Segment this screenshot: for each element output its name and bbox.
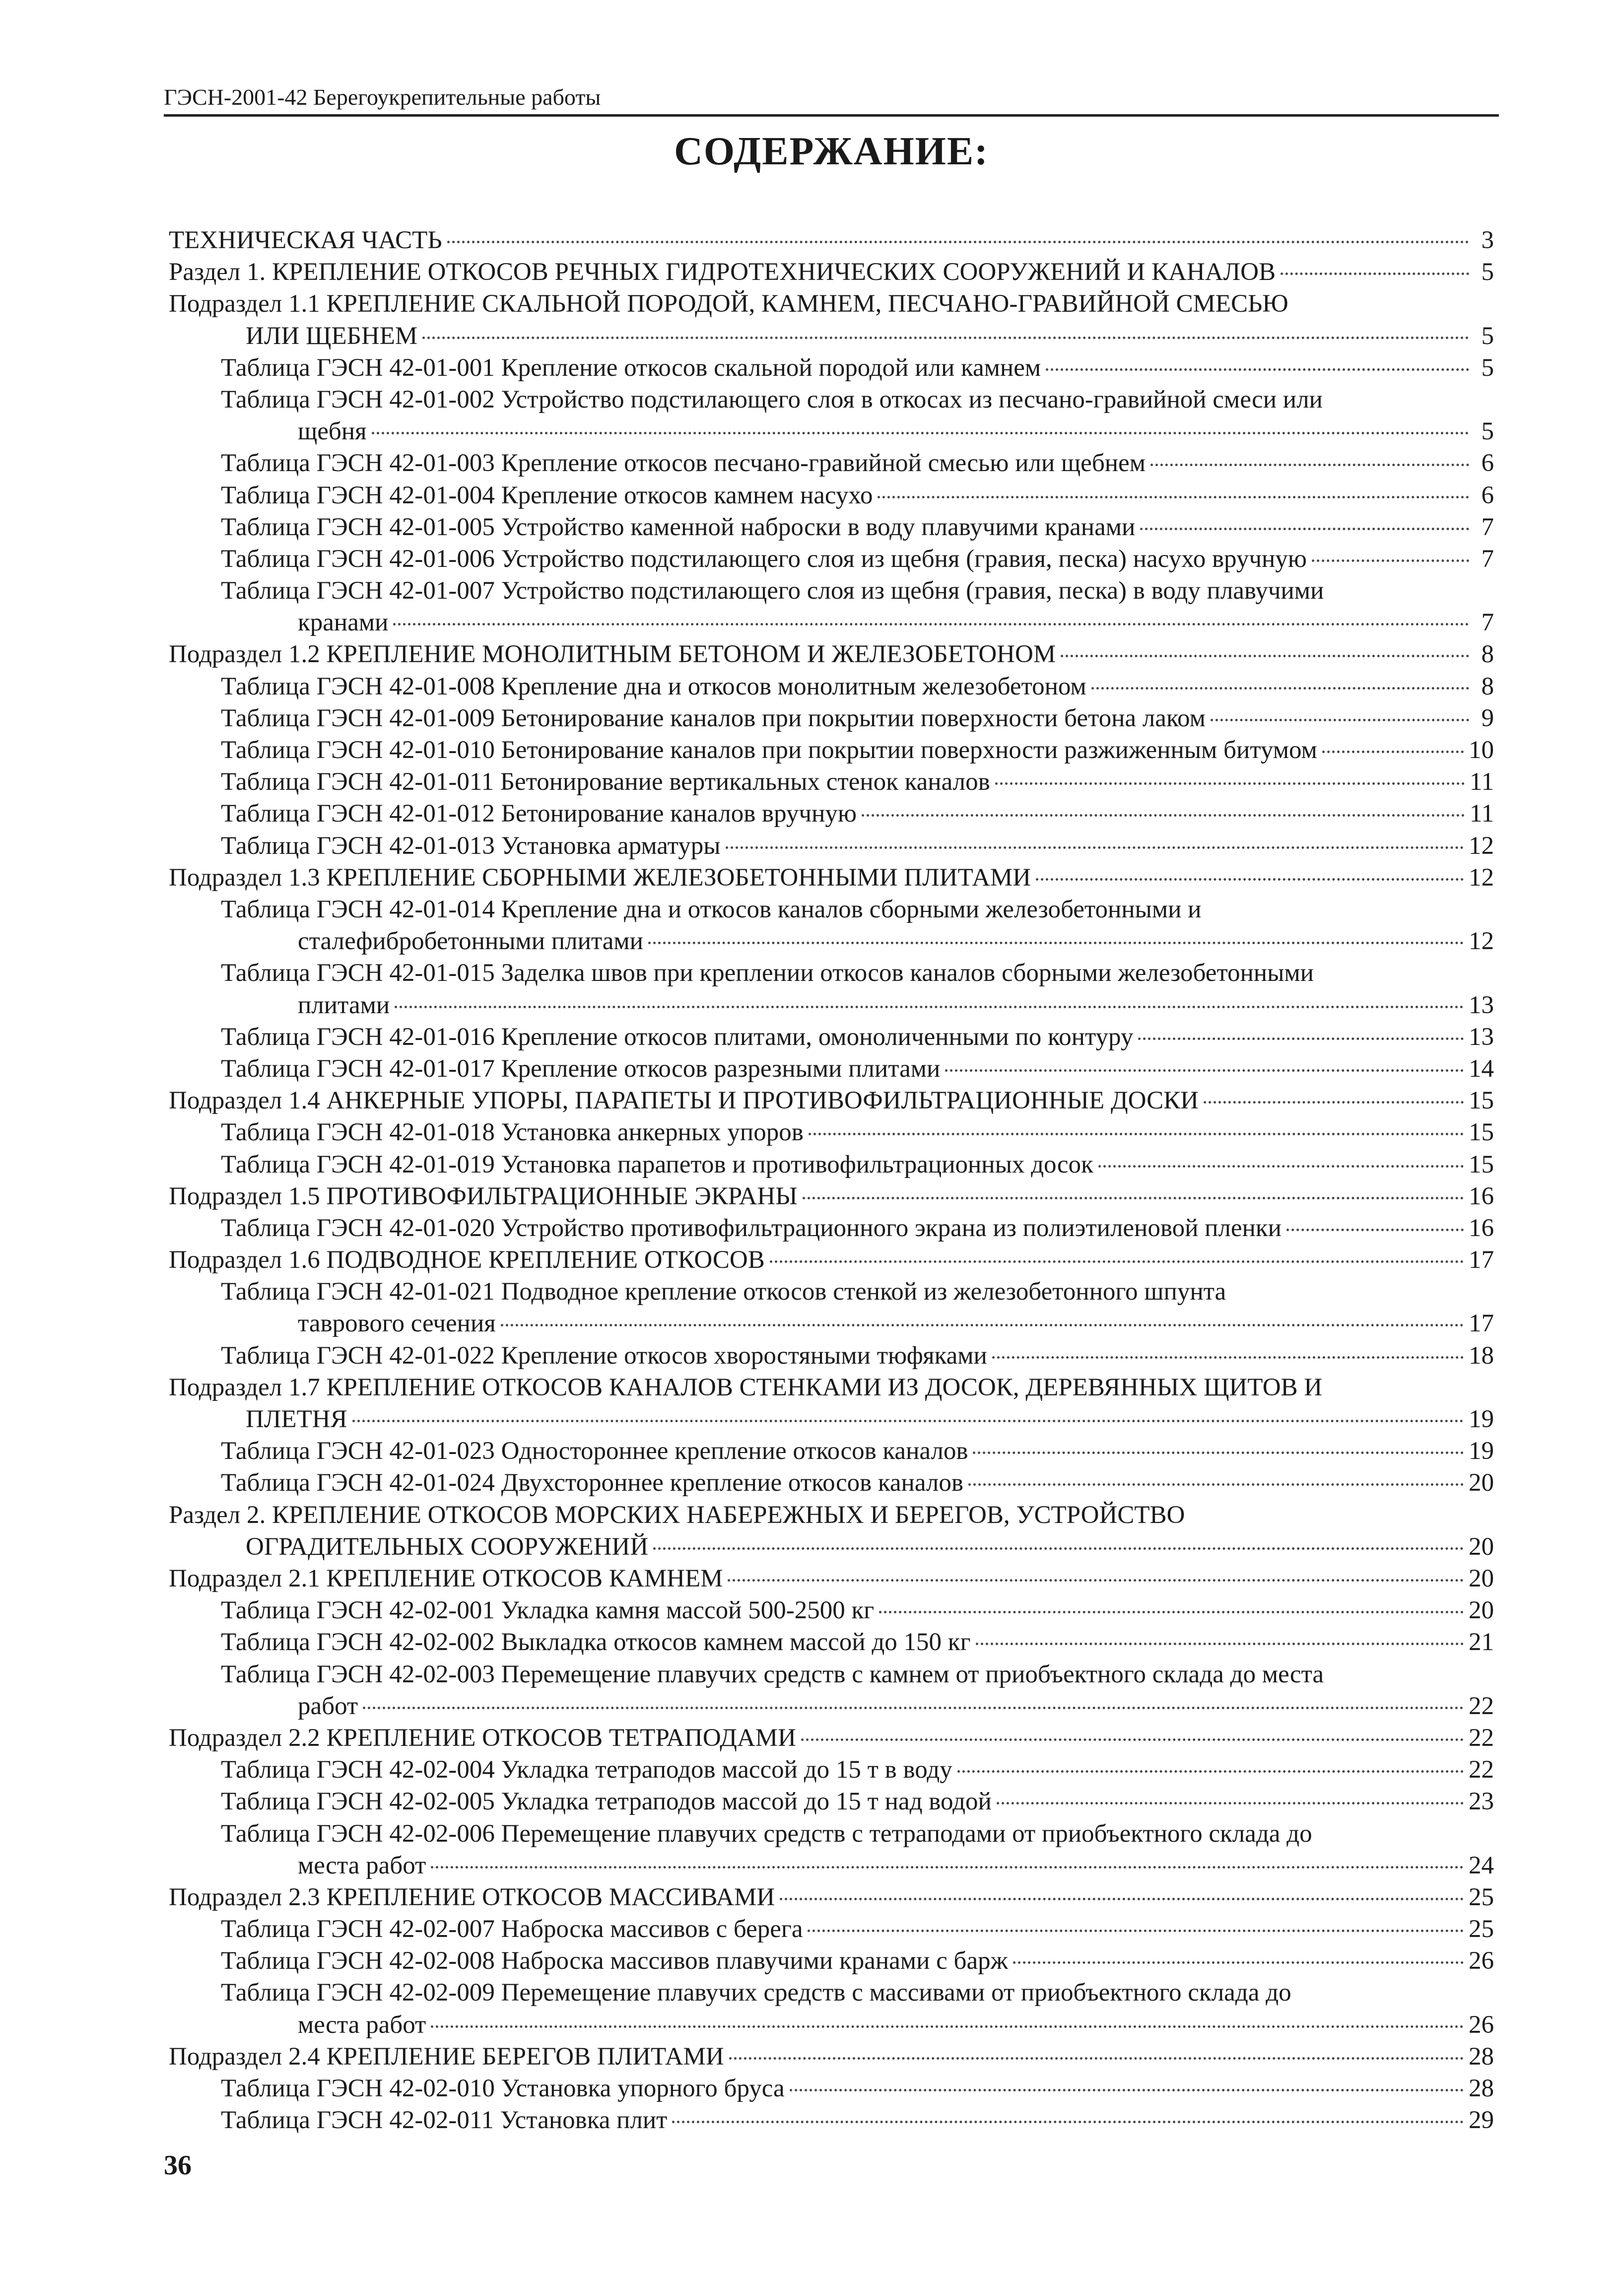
toc-page-number: 22 bbox=[1469, 1756, 1494, 1784]
page-number: 36 bbox=[164, 2150, 192, 2181]
toc-page-number: 11 bbox=[1469, 800, 1494, 828]
toc-page-number: 20 bbox=[1469, 1596, 1494, 1625]
toc-entry-title: Раздел 1. КРЕПЛЕНИЕ ОТКОСОВ РЕЧНЫХ ГИДРОТЕХНИЧЕСКИХ СООРУЖЕНИЙ И КАНАЛОВ bbox=[169, 258, 1276, 286]
toc-entry[interactable] bbox=[169, 288, 1494, 351]
dot-leader bbox=[726, 846, 1464, 849]
toc-entry[interactable] bbox=[169, 1435, 1494, 1467]
toc-page-number: 26 bbox=[1469, 2010, 1494, 2039]
toc-entry[interactable] bbox=[169, 224, 1494, 256]
toc-entry[interactable] bbox=[169, 2073, 1494, 2104]
toc-page-number: 11 bbox=[1469, 768, 1494, 796]
dot-leader bbox=[1091, 687, 1469, 690]
dot-leader bbox=[1211, 719, 1469, 721]
dot-leader bbox=[770, 1260, 1464, 1263]
toc-page-number: 15 bbox=[1469, 1150, 1494, 1178]
toc-entry-title: Таблица ГЭСН 42-01-009 Бетонирование каналов при покрытии поверхности бетона лаком bbox=[221, 704, 1206, 732]
dot-leader bbox=[879, 1611, 1464, 1613]
toc-entry[interactable] bbox=[169, 702, 1494, 734]
toc-entry-title: Подраздел 2.3 КРЕПЛЕНИЕ ОТКОСОВ МАССИВАМИ bbox=[169, 1883, 775, 1911]
toc-entry-title: Таблица ГЭСН 42-01-008 Крепление дна и откосов монолитным железобетоном bbox=[221, 672, 1086, 700]
toc-entry-title: Таблица ГЭСН 42-01-005 Устройство каменной наброски в воду плавучими кранами bbox=[221, 513, 1136, 541]
dot-leader bbox=[447, 241, 1469, 243]
toc-entry[interactable] bbox=[169, 1276, 1494, 1339]
dot-leader bbox=[803, 1197, 1464, 1199]
toc-entry[interactable] bbox=[169, 1499, 1494, 1563]
toc-entry-title-continuation: ИЛИ ЩЕБНЕМ bbox=[246, 322, 418, 350]
toc-entry-continuation-line bbox=[221, 989, 1494, 1021]
toc-entry[interactable] bbox=[169, 1085, 1494, 1116]
dot-leader bbox=[431, 1866, 1464, 1869]
toc-entry-title: Таблица ГЭСН 42-01-003 Крепление откосов песчано-гравийной смесью или щебнем bbox=[221, 449, 1146, 478]
dot-leader bbox=[780, 1898, 1464, 1900]
toc-page-number: 29 bbox=[1469, 2106, 1494, 2135]
toc-entry-title: Таблица ГЭСН 42-01-024 Двухстороннее крепление откосов каналов bbox=[221, 1469, 963, 1497]
toc-entry-title-continuation: ОГРАДИТЕЛЬНЫХ СООРУЖЕНИЙ bbox=[246, 1532, 649, 1561]
toc-entry-title-continuation: сталефибробетонными плитами bbox=[298, 927, 643, 956]
toc-entry-title-continuation: места работ bbox=[298, 1851, 426, 1879]
toc-entry[interactable] bbox=[169, 671, 1494, 702]
toc-entry-title-continuation: кранами bbox=[298, 609, 389, 637]
toc-entry[interactable] bbox=[169, 638, 1494, 670]
dot-leader bbox=[997, 1802, 1464, 1804]
dot-leader bbox=[393, 623, 1469, 625]
toc-entry-title: Таблица ГЭСН 42-02-008 Наброска массивов плавучими кранами с барж bbox=[221, 1947, 1008, 1975]
toc-entry-title: Подраздел 1.2 КРЕПЛЕНИЕ МОНОЛИТНЫМ БЕТОНОМ И ЖЕЛЕЗОБЕТОНОМ bbox=[169, 640, 1056, 669]
toc-page-number: 5 bbox=[1481, 353, 1494, 382]
toc-page-number: 20 bbox=[1469, 1532, 1494, 1561]
toc-entry-continuation-line bbox=[221, 925, 1494, 957]
dot-leader bbox=[878, 496, 1469, 498]
toc-entry-continuation-line bbox=[169, 320, 1494, 352]
toc-entry[interactable] bbox=[169, 1786, 1494, 1817]
toc-entry-title-continuation: щебня bbox=[298, 417, 367, 446]
toc-entry[interactable] bbox=[169, 1180, 1494, 1212]
toc-page-number: 25 bbox=[1469, 1915, 1494, 1943]
toc-entry-title: Таблица ГЭСН 42-02-006 Перемещение плавучих средств с тетраподами от приобъектного склада до bbox=[221, 1819, 1312, 1848]
toc-page-number: 26 bbox=[1469, 1947, 1494, 1975]
dot-leader bbox=[973, 1452, 1464, 1454]
toc-entry-title: Таблица ГЭСН 42-01-020 Устройство противофильтрационного экрана из полиэтиленовой пленки bbox=[221, 1214, 1282, 1242]
toc-page-number: 24 bbox=[1469, 1851, 1494, 1879]
toc-entry[interactable] bbox=[169, 1021, 1494, 1053]
toc-page-number: 28 bbox=[1469, 2075, 1494, 2103]
dot-leader bbox=[352, 1420, 1464, 1422]
dot-leader bbox=[1036, 878, 1464, 881]
toc-page-number: 12 bbox=[1469, 832, 1494, 860]
toc-entry-title: Таблица ГЭСН 42-01-013 Установка арматуры bbox=[221, 832, 721, 860]
toc-page-number: 20 bbox=[1469, 1565, 1494, 1593]
toc-page-number: 20 bbox=[1469, 1469, 1494, 1497]
toc-entry[interactable] bbox=[169, 766, 1494, 798]
toc-entry-title: Подраздел 2.4 КРЕПЛЕНИЕ БЕРЕГОВ ПЛИТАМИ bbox=[169, 2042, 724, 2071]
toc-entry[interactable] bbox=[169, 830, 1494, 862]
dot-leader bbox=[1013, 1961, 1464, 1964]
dot-leader bbox=[1281, 273, 1469, 275]
toc-entry[interactable] bbox=[169, 1881, 1494, 1913]
toc-entry[interactable] bbox=[169, 543, 1494, 575]
toc-entry[interactable] bbox=[169, 480, 1494, 511]
toc-entry-title: Таблица ГЭСН 42-01-023 Одностороннее крепление откосов каналов bbox=[221, 1437, 968, 1465]
toc-entry-title-continuation: работ bbox=[298, 1692, 358, 1720]
dot-leader bbox=[808, 1930, 1464, 1932]
toc-page-number: 23 bbox=[1469, 1788, 1494, 1816]
toc-entry-title: Таблица ГЭСН 42-01-001 Крепление откосов скальной породой или камнем bbox=[221, 353, 1041, 382]
dot-leader bbox=[790, 2089, 1464, 2091]
toc-page-number: 15 bbox=[1469, 1118, 1494, 1147]
toc-entry-title-continuation: ПЛЕТНЯ bbox=[246, 1405, 347, 1434]
toc-entry[interactable] bbox=[169, 1116, 1494, 1148]
toc-entry-continuation-line bbox=[221, 1308, 1494, 1339]
toc-entry[interactable] bbox=[169, 1977, 1494, 2040]
toc-page-number: 17 bbox=[1469, 1246, 1494, 1274]
toc-page-number: 19 bbox=[1469, 1405, 1494, 1434]
running-header bbox=[164, 74, 1499, 117]
toc-entry-title: Таблица ГЭСН 42-01-017 Крепление откосов разрезными плитами bbox=[221, 1054, 941, 1083]
toc-page-number: 5 bbox=[1481, 417, 1494, 446]
toc-page-number: 16 bbox=[1469, 1182, 1494, 1210]
dot-leader bbox=[1322, 751, 1464, 753]
toc-page-number: 19 bbox=[1469, 1437, 1494, 1465]
dot-leader bbox=[653, 1547, 1464, 1550]
toc-page-number: 15 bbox=[1469, 1087, 1494, 1115]
toc-entry[interactable] bbox=[169, 575, 1494, 638]
toc-entry-title: Таблица ГЭСН 42-01-010 Бетонирование каналов при покрытии поверхности разжиженным битумом bbox=[221, 736, 1317, 764]
toc-entry-title: Таблица ГЭСН 42-02-011 Установка плит bbox=[221, 2106, 668, 2135]
toc-entry-continuation-line bbox=[169, 1403, 1494, 1435]
toc-entry-continuation-line bbox=[221, 416, 1494, 447]
toc-entry-title: Таблица ГЭСН 42-01-022 Крепление откосов хворостяными тюфяками bbox=[221, 1341, 987, 1370]
dot-leader bbox=[995, 782, 1465, 785]
toc-entry-title-continuation: места работ bbox=[298, 2010, 426, 2039]
toc-page-number: 25 bbox=[1469, 1883, 1494, 1911]
toc-entry[interactable] bbox=[169, 511, 1494, 543]
dot-leader bbox=[957, 1770, 1464, 1773]
toc-entry-continuation-line bbox=[221, 607, 1494, 638]
toc-page-number: 22 bbox=[1469, 1724, 1494, 1752]
dot-leader bbox=[1138, 1038, 1464, 1040]
toc-entry-title: Таблица ГЭСН 42-01-016 Крепление откосов плитами, омоноличенными по контуру bbox=[221, 1023, 1134, 1051]
toc-entry-title: Таблица ГЭСН 42-02-003 Перемещение плавучих средств с камнем от приобъектного склада до места bbox=[221, 1660, 1324, 1688]
running-title: ГЭСН-2001-42 Берегоукрепительные работы bbox=[164, 84, 601, 110]
toc-entry-title: Таблица ГЭСН 42-02-005 Укладка тетраподов массой до 15 т над водой bbox=[221, 1788, 992, 1816]
toc-entry[interactable] bbox=[169, 256, 1494, 288]
toc-entry-title: Таблица ГЭСН 42-01-014 Крепление дна и откосов каналов сборными железобетонными и bbox=[221, 895, 1202, 923]
toc-page-number: 5 bbox=[1481, 258, 1494, 286]
toc-entry[interactable] bbox=[169, 798, 1494, 830]
toc-entry-title: Подраздел 2.2 КРЕПЛЕНИЕ ОТКОСОВ ТЕТРАПОДАМИ bbox=[169, 1724, 796, 1752]
dot-leader bbox=[431, 2025, 1464, 2028]
toc-page-number: 7 bbox=[1481, 609, 1494, 637]
toc-entry[interactable] bbox=[169, 894, 1494, 957]
toc-entry-title: Подраздел 1.4 АНКЕРНЫЕ УПОРЫ, ПАРАПЕТЫ И ПРОТИВОФИЛЬТРАЦИОННЫЕ ДОСКИ bbox=[169, 1087, 1199, 1115]
toc-page-number: 17 bbox=[1469, 1310, 1494, 1338]
dot-leader bbox=[862, 814, 1465, 817]
toc-page-number: 28 bbox=[1469, 2042, 1494, 2071]
toc-entry-title: Таблица ГЭСН 42-01-011 Бетонирование вертикальных стенок каналов bbox=[221, 768, 990, 796]
toc-entry-title: Таблица ГЭСН 42-01-002 Устройство подстилающего слоя в откосах из песчано-гравийной смеси или bbox=[221, 385, 1323, 414]
dot-leader bbox=[945, 1069, 1464, 1072]
dot-leader bbox=[1061, 655, 1469, 657]
toc-entry-title: Подраздел 1.5 ПРОТИВОФИЛЬТРАЦИОННЫЕ ЭКРАНЫ bbox=[169, 1182, 798, 1210]
toc-entry[interactable] bbox=[169, 2041, 1494, 2073]
dot-leader bbox=[809, 1133, 1464, 1135]
toc-entry-title: ТЕХНИЧЕСКАЯ ЧАСТЬ bbox=[169, 226, 442, 254]
toc-page-number: 7 bbox=[1481, 545, 1494, 573]
toc-entry-continuation-line bbox=[221, 1850, 1494, 1881]
toc-page-number: 16 bbox=[1469, 1214, 1494, 1242]
dot-leader bbox=[363, 1707, 1464, 1709]
toc-entry-continuation-line bbox=[169, 1531, 1494, 1563]
dot-leader bbox=[992, 1356, 1464, 1359]
toc-entry[interactable] bbox=[169, 1212, 1494, 1244]
dot-leader bbox=[1140, 528, 1469, 530]
toc-entry-title: Таблица ГЭСН 42-01-015 Заделка швов при креплении откосов каналов сборными железобетонными bbox=[221, 959, 1314, 987]
toc-entry[interactable] bbox=[169, 1626, 1494, 1658]
toc-entry-title: Таблица ГЭСН 42-02-010 Установка упорного бруса bbox=[221, 2075, 785, 2103]
toc-page-number: 10 bbox=[1469, 736, 1494, 764]
toc-page-number: 13 bbox=[1469, 991, 1494, 1019]
toc-entry-title: Таблица ГЭСН 42-01-012 Бетонирование каналов вручную bbox=[221, 800, 857, 828]
toc-page-number: 12 bbox=[1469, 927, 1494, 956]
toc-page-number: 22 bbox=[1469, 1692, 1494, 1720]
toc-entry[interactable] bbox=[169, 447, 1494, 479]
toc-entry-title: Таблица ГЭСН 42-01-021 Подводное крепление откосов стенкой из железобетонного шпунта bbox=[221, 1278, 1226, 1306]
toc-entry-title: Подраздел 1.7 КРЕПЛЕНИЕ ОТКОСОВ КАНАЛОВ СТЕНКАМИ ИЗ ДОСОК, ДЕРЕВЯННЫХ ЩИТОВ И bbox=[169, 1373, 1323, 1401]
dot-leader bbox=[672, 2121, 1464, 2123]
toc-entry[interactable] bbox=[169, 1913, 1494, 1945]
toc-entry[interactable] bbox=[169, 2104, 1494, 2136]
toc-entry-title: Таблица ГЭСН 42-01-019 Установка парапетов и противофильтрационных досок bbox=[221, 1150, 1093, 1178]
toc-page-number: 9 bbox=[1481, 704, 1494, 732]
dot-leader bbox=[648, 942, 1464, 944]
dot-leader bbox=[729, 2057, 1464, 2060]
toc-page-number: 6 bbox=[1481, 481, 1494, 509]
toc-entry-continuation-line bbox=[221, 2009, 1494, 2041]
toc-entry[interactable] bbox=[169, 1372, 1494, 1435]
toc-entry[interactable] bbox=[169, 957, 1494, 1021]
dot-leader bbox=[395, 1006, 1464, 1008]
toc-entry-title: Таблица ГЭСН 42-01-007 Устройство подстилающего слоя из щебня (гравия, песка) в воду плавучими bbox=[221, 577, 1324, 605]
toc-entry[interactable] bbox=[169, 1818, 1494, 1881]
toc-entry-title: Таблица ГЭСН 42-01-004 Крепление откосов камнем насухо bbox=[221, 481, 873, 509]
toc-entry-title: Таблица ГЭСН 42-02-001 Укладка камня массой 500-2500 кг bbox=[221, 1596, 875, 1625]
toc-entry-title: Таблица ГЭСН 42-02-004 Укладка тетраподов массой до 15 т в воду bbox=[221, 1756, 952, 1784]
toc-entry-title: Подраздел 2.1 КРЕПЛЕНИЕ ОТКОСОВ КАМНЕМ bbox=[169, 1565, 723, 1593]
dot-leader bbox=[1286, 1229, 1464, 1231]
dot-leader bbox=[801, 1738, 1464, 1741]
dot-leader bbox=[1204, 1101, 1464, 1104]
toc-page-number: 13 bbox=[1469, 1023, 1494, 1051]
toc-entry-title: Раздел 2. КРЕПЛЕНИЕ ОТКОСОВ МОРСКИХ НАБЕРЕЖНЫХ И БЕРЕГОВ, УСТРОЙСТВО bbox=[169, 1501, 1185, 1529]
dot-leader bbox=[728, 1579, 1464, 1582]
toc-entry-title-continuation: плитами bbox=[298, 991, 390, 1019]
dot-leader bbox=[1046, 368, 1469, 371]
toc-entry-title: Подраздел 1.1 КРЕПЛЕНИЕ СКАЛЬНОЙ ПОРОДОЙ, КАМНЕМ, ПЕСЧАНО-ГРАВИЙНОЙ СМЕСЬЮ bbox=[169, 290, 1288, 318]
dot-leader bbox=[422, 337, 1469, 339]
dot-leader bbox=[501, 1324, 1464, 1326]
toc-page-number: 6 bbox=[1481, 449, 1494, 478]
toc-entry[interactable] bbox=[169, 1594, 1494, 1626]
toc-entry[interactable] bbox=[169, 1467, 1494, 1499]
toc-entry-title: Таблица ГЭСН 42-02-002 Выкладка откосов камнем массой до 150 кг bbox=[221, 1628, 971, 1657]
dot-leader bbox=[976, 1643, 1464, 1645]
toc-entry-continuation-line bbox=[221, 1690, 1494, 1722]
page-title: СОДЕРЖАНИЕ: bbox=[674, 130, 989, 173]
toc-entry-title-continuation: таврового сечения bbox=[298, 1310, 496, 1338]
toc-entry[interactable] bbox=[169, 352, 1494, 384]
toc-entry[interactable] bbox=[169, 1659, 1494, 1722]
toc-page-number: 8 bbox=[1481, 672, 1494, 700]
toc-entry[interactable] bbox=[169, 1722, 1494, 1754]
dot-leader bbox=[1098, 1165, 1464, 1168]
dot-leader bbox=[1312, 559, 1469, 562]
toc-entry[interactable] bbox=[169, 1340, 1494, 1372]
toc-entry[interactable] bbox=[169, 1244, 1494, 1276]
toc-entry-title: Подраздел 1.3 КРЕПЛЕНИЕ СБОРНЫМИ ЖЕЛЕЗОБЕТОННЫМИ ПЛИТАМИ bbox=[169, 863, 1031, 892]
toc-page-number: 12 bbox=[1469, 863, 1494, 892]
toc-entry[interactable] bbox=[169, 1945, 1494, 1977]
toc-entry[interactable] bbox=[169, 1053, 1494, 1085]
toc-page-number: 5 bbox=[1481, 322, 1494, 350]
toc-page-number: 8 bbox=[1481, 640, 1494, 669]
toc-entry[interactable] bbox=[169, 862, 1494, 894]
toc-page-number: 7 bbox=[1481, 513, 1494, 541]
dot-leader bbox=[1150, 464, 1469, 466]
toc-entry-title: Подраздел 1.6 ПОДВОДНОЕ КРЕПЛЕНИЕ ОТКОСОВ bbox=[169, 1246, 765, 1274]
table-of-contents bbox=[169, 224, 1494, 2136]
toc-page-number: 21 bbox=[1469, 1628, 1494, 1657]
toc-entry-title: Таблица ГЭСН 42-01-018 Установка анкерных упоров bbox=[221, 1118, 804, 1147]
toc-page-number: 3 bbox=[1481, 226, 1494, 254]
dot-leader bbox=[372, 432, 1469, 434]
toc-entry[interactable] bbox=[169, 1563, 1494, 1594]
toc-entry-title: Таблица ГЭСН 42-01-006 Устройство подстилающего слоя из щебня (гравия, песка) насухо вручную bbox=[221, 545, 1307, 573]
toc-entry[interactable] bbox=[169, 734, 1494, 766]
toc-entry[interactable] bbox=[169, 1149, 1494, 1180]
toc-entry[interactable] bbox=[169, 384, 1494, 447]
dot-leader bbox=[968, 1483, 1464, 1486]
toc-entry[interactable] bbox=[169, 1754, 1494, 1786]
toc-page-number: 14 bbox=[1469, 1054, 1494, 1083]
toc-entry-title: Таблица ГЭСН 42-02-007 Наброска массивов с берега bbox=[221, 1915, 803, 1943]
toc-entry-title: Таблица ГЭСН 42-02-009 Перемещение плавучих средств с массивами от приобъектного склада до bbox=[221, 1979, 1291, 2007]
toc-page-number: 18 bbox=[1469, 1341, 1494, 1370]
